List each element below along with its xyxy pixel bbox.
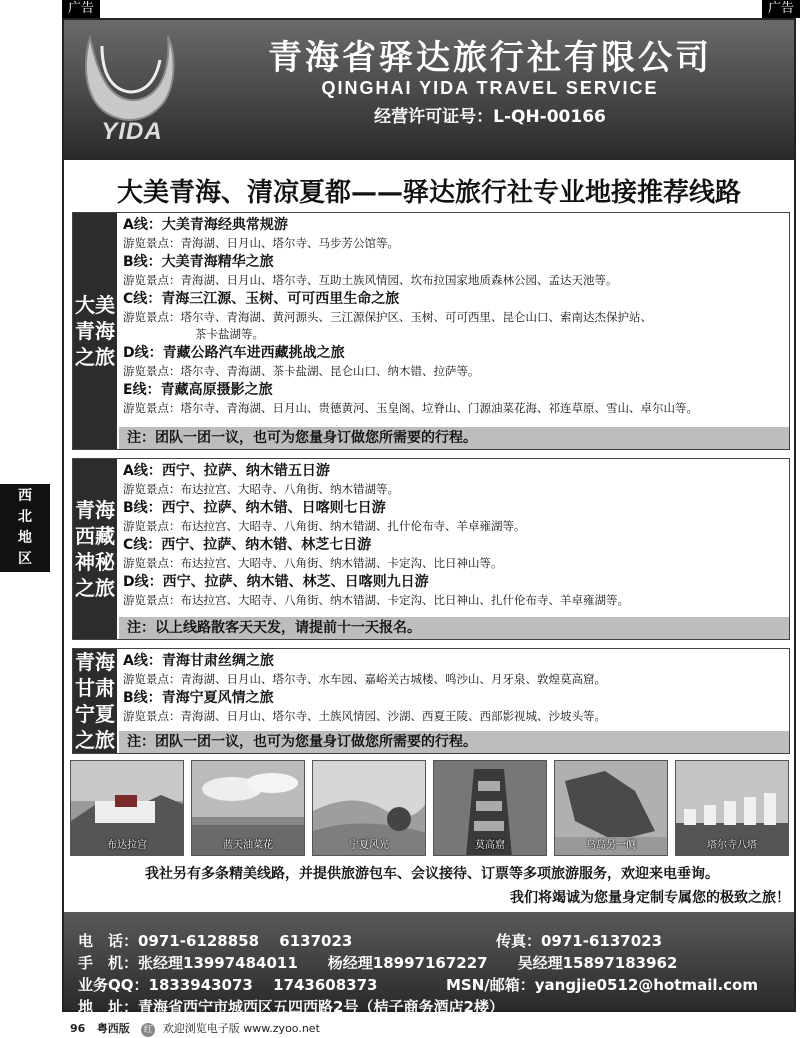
photo-caption: 宁夏风光 xyxy=(349,840,389,851)
route-spots: 游览景点：布达拉宫、大昭寺、八角街、纳木错湖、卡定沟、比日神山等。 xyxy=(123,556,503,570)
section-note: 注：团队一团一议，也可为您量身订做您所需要的行程。 xyxy=(119,427,789,449)
side-label-line: 甘肃 xyxy=(75,676,115,700)
page-headline: 大美青海、清凉夏都——驿达旅行社专业地接推荐线路 xyxy=(116,178,741,208)
promo-line-1: 我社另有多条精美线路，并提供旅游包车、会议接待、订票等多项旅游服务，欢迎来电垂询。 xyxy=(145,866,719,882)
route-title: A线：西宁、拉萨、纳木错五日游 xyxy=(123,463,330,479)
route-list xyxy=(123,651,785,725)
route-spots: 游览景点：青海湖、日月山、塔尔寺、土族风情园、沙湖、西夏王陵、西部影视城、沙坡头等。 xyxy=(123,709,606,723)
side-label-line: 宁夏 xyxy=(75,702,115,726)
route-title: A线：大美青海经典常规游 xyxy=(123,217,288,233)
edition-label: 粤西版 xyxy=(96,1022,130,1035)
route-spots: 游览景点：布达拉宫、大昭寺、八角街、纳木错湖、扎什伦布寺、羊卓雍湖等。 xyxy=(123,519,526,533)
promo-line-2: 我们将竭诚为您量身定制专属您的极致之旅！ xyxy=(510,890,790,906)
photo-caption: 布达拉宫 xyxy=(107,840,147,851)
region-char: 西 xyxy=(18,488,32,504)
section-note: 注：团队一团一议，也可为您量身订做您所需要的行程。 xyxy=(119,731,789,753)
side-label-line: 之旅 xyxy=(75,576,115,600)
footer-text: 欢迎浏览电子版 www.zyoo.net xyxy=(162,1022,320,1035)
page-footer xyxy=(70,1020,320,1037)
region-char: 区 xyxy=(18,551,32,567)
section-qinghai xyxy=(72,212,790,450)
license-number: 经营许可证号：L-QH-00166 xyxy=(374,107,606,127)
route-list xyxy=(123,215,785,417)
photo-caption: 塔尔寺八塔 xyxy=(707,840,757,851)
route-title: E线：青藏高原摄影之旅 xyxy=(123,382,273,398)
side-label-line: 青海 xyxy=(75,650,115,674)
field-photo xyxy=(191,760,305,856)
logo-text: YIDA xyxy=(101,118,163,145)
route-title: B线：青海宁夏风情之旅 xyxy=(123,690,274,706)
ad-label-right: 广告 xyxy=(762,0,800,18)
fax-line: 传真：0971-6137023 xyxy=(496,932,663,950)
route-spots: 游览景点：布达拉宫、大昭寺、八角街、纳木错湖等。 xyxy=(123,482,399,496)
side-label-line: 之旅 xyxy=(75,345,115,369)
route-title: D线：西宁、拉萨、纳木错、林芝、日喀则九日游 xyxy=(123,574,429,590)
route-list xyxy=(123,461,785,609)
page-number: 96 xyxy=(70,1022,86,1035)
region-char: 北 xyxy=(18,509,32,525)
route-spots: 游览景点：青海湖、日月山、塔尔寺、互助土族风情园、坎布拉国家地质森林公园、孟达天池等。 xyxy=(123,273,618,287)
contact-panel xyxy=(64,912,794,1016)
ad-label-left: 广告 xyxy=(62,0,100,18)
route-spots: 游览景点：青海湖、日月山、塔尔寺、马步芳公馆等。 xyxy=(123,236,399,250)
section-note: 注：以上线路散客天天发，请提前十一天报名。 xyxy=(119,617,789,639)
route-spots: 游览景点：塔尔寺、青海湖、茶卡盐湖、昆仑山口、纳木错、拉萨等。 xyxy=(123,364,480,378)
section-side-label xyxy=(73,459,117,639)
photo-caption: 鸟岛另一侧 xyxy=(586,840,636,851)
lake-photo xyxy=(554,760,668,856)
section-side-label xyxy=(73,213,117,449)
region-char: 地 xyxy=(18,530,32,546)
route-spots: 游览景点：青海湖、日月山、塔尔寺、水车园、嘉峪关古城楼、鸣沙山、月牙泉、敦煌莫高窟。 xyxy=(123,672,606,686)
palace-photo xyxy=(70,760,184,856)
region-tab xyxy=(0,484,50,572)
footer-badge-icon: 红 xyxy=(141,1023,155,1037)
email-line: MSN/邮箱：yangjie0512@hotmail.com xyxy=(446,976,758,994)
photo-strip xyxy=(70,760,792,858)
side-label-line: 之旅 xyxy=(75,728,115,752)
desert-photo xyxy=(312,760,426,856)
company-name-en: QINGHAI YIDA TRAVEL SERVICE xyxy=(321,78,659,98)
route-title: B线：大美青海精华之旅 xyxy=(123,254,274,270)
section-tibet xyxy=(72,458,790,640)
stupa-photo xyxy=(675,760,789,856)
route-spots: 游览景点：布达拉宫、大昭寺、八角街、纳木错湖、卡定沟、比日神山、扎什伦布寺、羊卓雍湖等。 xyxy=(123,593,629,607)
route-spots: 游览景点：塔尔寺、青海湖、日月山、贵德黄河、玉皇阁、垃脊山、门源油菜花海、祁连草原、雪山、卓尔山等。 xyxy=(123,401,698,415)
photo-caption: 蓝天油菜花 xyxy=(223,840,273,851)
address-line: 地 址：青海省西宁市城西区五四西路2号（桔子商务酒店2楼） xyxy=(78,998,504,1016)
route-title: C线：西宁、拉萨、纳木错、林芝七日游 xyxy=(123,537,372,553)
route-spots: 茶卡盐湖等。 xyxy=(195,327,264,341)
side-label-line: 青海 xyxy=(75,319,115,343)
phone-line: 电 话：0971-6128858 6137023 xyxy=(78,932,353,950)
route-title: D线：青藏公路汽车进西藏挑战之旅 xyxy=(123,345,345,361)
route-title: B线：西宁、拉萨、纳木错、日喀则七日游 xyxy=(123,500,386,516)
company-name: 青海省驿达旅行社有限公司 xyxy=(268,38,712,78)
side-label-line: 西藏 xyxy=(75,524,115,548)
grotto-photo xyxy=(433,760,547,856)
side-label-line: 青海 xyxy=(75,498,115,522)
qq-line: 业务QQ：1833943073 1743608373 xyxy=(78,976,378,994)
side-label-line: 大美 xyxy=(75,293,115,317)
route-spots: 游览景点：塔尔寺、青海湖、黄河源头、三江源保护区、玉树、可可西里、昆仑山口、索南达杰保护站、 xyxy=(123,310,652,324)
side-label-line: 神秘 xyxy=(75,550,115,574)
photo-caption: 莫高窟 xyxy=(475,840,505,851)
route-title: A线：青海甘肃丝绸之旅 xyxy=(123,653,274,669)
mobile-line: 手 机：张经理13997484011 杨经理18997167227 吴经理15897183962 xyxy=(78,954,678,972)
section-side-label xyxy=(73,649,117,753)
route-title: C线：青海三江源、玉树、可可西里生命之旅 xyxy=(123,291,400,307)
section-gansu-ningxia xyxy=(72,648,790,754)
